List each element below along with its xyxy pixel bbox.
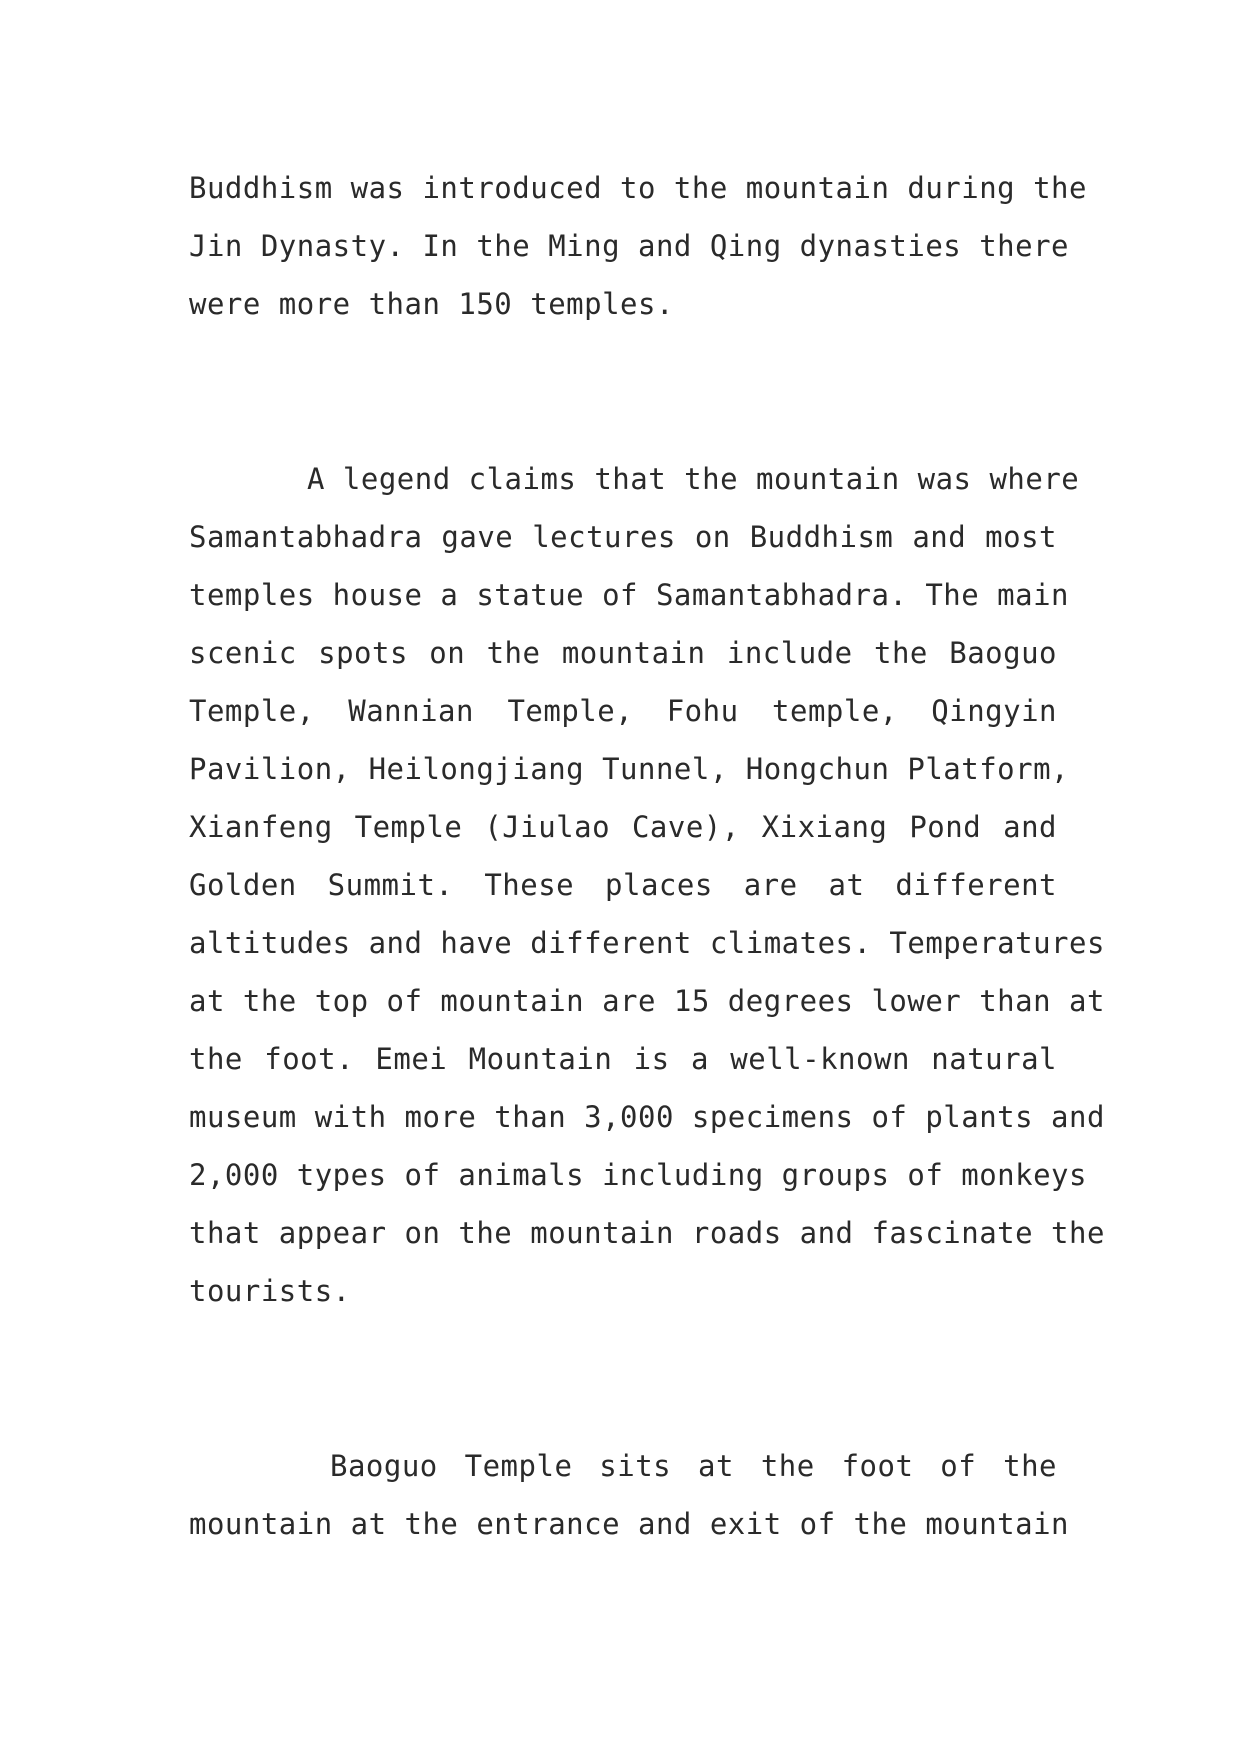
text-line: temples house a statue of Samantabhadra. The main	[189, 578, 1070, 612]
text-line: Baoguo Temple sits at the foot of the	[330, 1449, 1057, 1483]
text-line: tourists.	[189, 1274, 351, 1308]
text-line: Jin Dynasty. In the Ming and Qing dynasties there	[189, 229, 1070, 263]
text-line: A legend claims that the mountain was where	[307, 462, 1080, 496]
text-line: Golden Summit. These places are at different	[189, 868, 1057, 902]
text-line: were more than 150 temples.	[189, 287, 674, 321]
text-line: 2,000 types of animals including groups of monkeys	[189, 1158, 1087, 1192]
text-line: museum with more than 3,000 specimens of plants and	[189, 1100, 1105, 1134]
text-line: Pavilion, Heilongjiang Tunnel, Hongchun Platform,	[189, 752, 1070, 786]
text-line: at the top of mountain are 15 degrees lower than at	[189, 984, 1105, 1018]
text-line: Buddhism was introduced to the mountain during the	[189, 171, 1087, 205]
text-line: Xianfeng Temple (Jiulao Cave), Xixiang Pond and	[189, 810, 1057, 844]
text-line: altitudes and have different climates. Temperatures	[189, 926, 1105, 960]
text-line: that appear on the mountain roads and fascinate the	[189, 1216, 1105, 1250]
text-line: the foot. Emei Mountain is a well-known natural	[189, 1042, 1057, 1076]
text-line: Samantabhadra gave lectures on Buddhism and most	[189, 520, 1057, 554]
text-line: scenic spots on the mountain include the Baoguo	[189, 636, 1057, 670]
text-line: mountain at the entrance and exit of the mountain	[189, 1507, 1070, 1541]
text-line: Temple, Wannian Temple, Fohu temple, Qingyin	[189, 694, 1057, 728]
